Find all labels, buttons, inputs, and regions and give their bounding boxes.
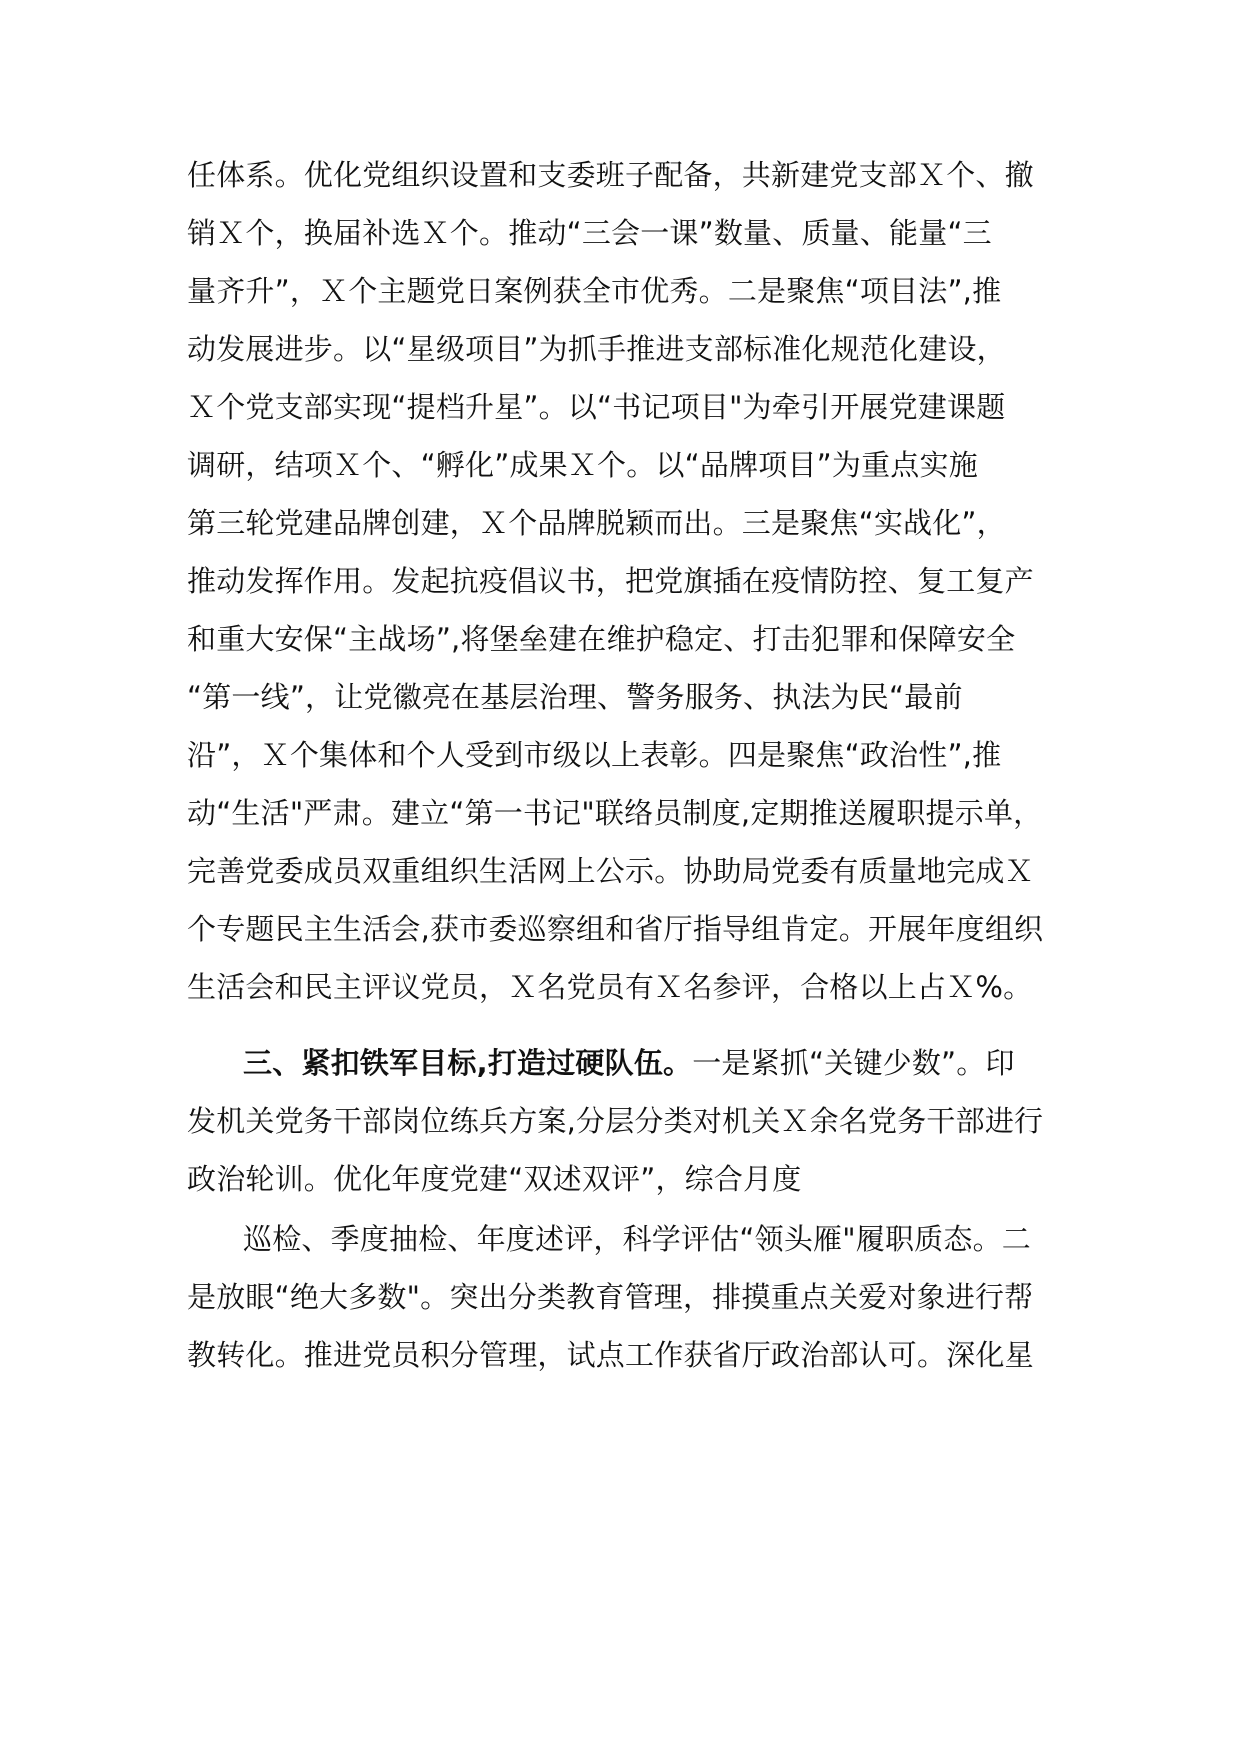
- text-line: 生活会和民主评议党员，Ｘ名党员有Ｘ名参评，合格以上占Ｘ%。: [187, 970, 1033, 1004]
- text-line: 动“生活"严肃。建立“第一书记"联络员制度,定期推送履职提示单，: [187, 796, 1043, 830]
- section-heading: 三、紧扣铁军目标,打造过硬队伍。: [243, 1046, 693, 1080]
- text-line: 任体系。优化党组织设置和支委班子配备，共新建党支部Ｘ个、撤: [187, 158, 1034, 192]
- text-line: 第三轮党建品牌创建，Ｘ个品牌脱颖而出。三是聚焦“实战化”，: [187, 506, 1006, 540]
- text-line: “第一线”，让党徽亮在基层治理、警务服务、执法为民“最前: [187, 680, 963, 714]
- text-line: 调研，结项Ｘ个、“孵化”成果Ｘ个。以“品牌项目”为重点实施: [187, 448, 978, 482]
- text-line: 政治轮训。优化年度党建“双述双评”，综合月度: [187, 1162, 802, 1196]
- text-line: 沿”，Ｘ个集体和个人受到市级以上表彰。四是聚焦“政治性”,推: [187, 738, 1002, 772]
- text-line: 发机关党务干部岗位练兵方案,分层分类对机关Ｘ余名党务干部进行: [187, 1104, 1044, 1138]
- text-line: 推动发挥作用。发起抗疫倡议书，把党旗插在疫情防控、复工复产: [187, 564, 1034, 598]
- text-line: 动发展进步。以“星级项目”为抓手推进支部标准化规范化建设，: [187, 332, 1006, 366]
- text-line: 销Ｘ个，换届补选Ｘ个。推动“三会一课”数量、质量、能量“三: [187, 216, 992, 250]
- text-line: 巡检、季度抽检、年度述评，科学评估“领头雁"履职质态。二: [243, 1222, 1031, 1256]
- section-heading-line: [243, 1043, 1067, 1083]
- text-line: 是放眼“绝大多数"。突出分类教育管理，排摸重点关爱对象进行帮: [187, 1280, 1034, 1314]
- text-line: 教转化。推进党员积分管理，试点工作获省厅政治部认可。深化星: [187, 1338, 1034, 1372]
- section-heading-rest: 一是紧抓“关键少数”。印: [692, 1046, 1015, 1080]
- text-line: 和重大安保“主战场”,将堡垒建在维护稳定、打击犯罪和保障安全: [187, 622, 1016, 656]
- text-line: 个专题民主生活会,获市委巡察组和省厅指导组肯定。开展年度组织: [187, 912, 1044, 946]
- text-line: Ｘ个党支部实现“提档升星”。以“书记项目"为牵引开展党建课题: [187, 390, 1006, 424]
- text-line: 完善党委成员双重组织生活网上公示。协助局党委有质量地完成Ｘ: [187, 854, 1034, 888]
- text-line: 量齐升”，Ｘ个主题党日案例获全市优秀。二是聚焦“项目法”,推: [187, 274, 1002, 308]
